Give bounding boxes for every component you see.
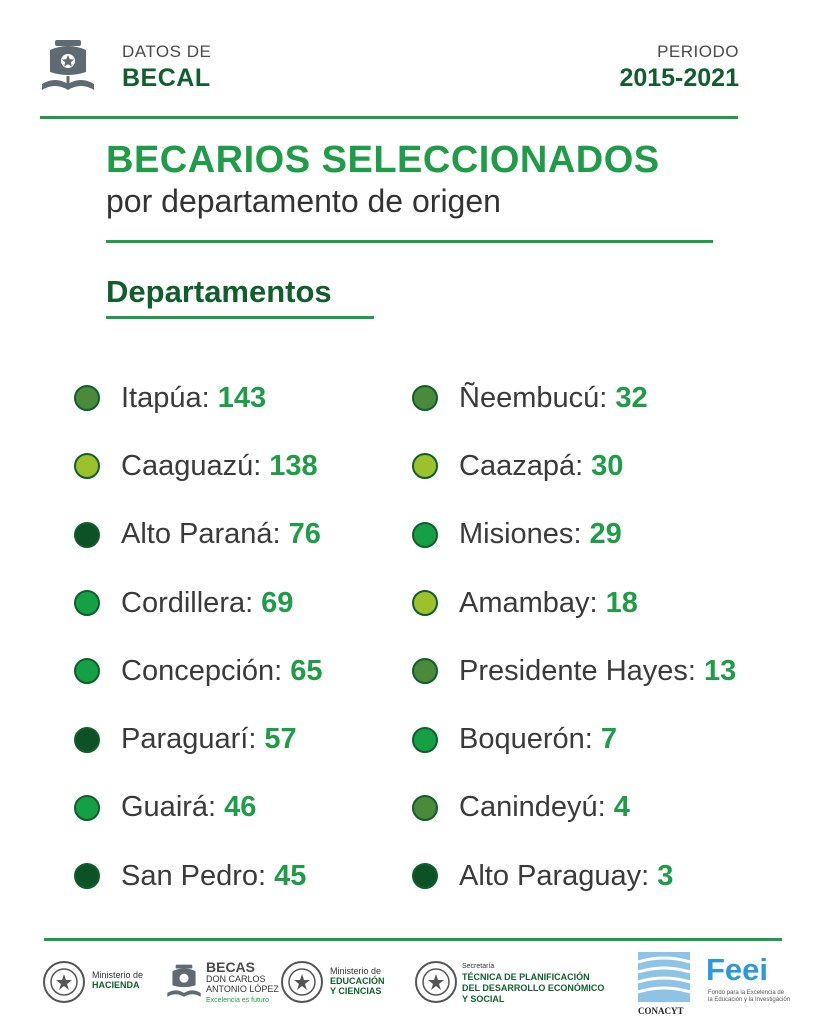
list-item: Presidente Hayes : 13 <box>412 637 736 705</box>
departamentos-list-right <box>412 364 736 910</box>
list-item: Misiones : 29 <box>412 501 736 569</box>
item-name: San Pedro <box>121 859 259 892</box>
national-seal-icon <box>414 960 458 1004</box>
item-value: 13 <box>703 654 737 687</box>
list-item: Guairá : 46 <box>74 774 322 842</box>
item-value: 7 <box>600 723 617 756</box>
list-item: Caaguazú : 138 <box>74 432 322 500</box>
item-value: 45 <box>274 859 307 892</box>
list-item: Paraguarí : 57 <box>74 705 322 773</box>
hacienda-logo-text: Ministerio de HACIENDA <box>92 970 144 990</box>
color-dot-icon <box>74 658 100 684</box>
list-item: Cordillera : 69 <box>74 569 322 637</box>
becas-logo-text: BECAS DON CARLOS ANTONIO LÓPEZ Excelencia es futuro <box>206 959 279 1004</box>
item-name: Boquerón <box>459 723 585 756</box>
item-name: Alto Paraná <box>121 518 273 551</box>
item-name: Misiones <box>459 518 574 551</box>
color-dot-icon <box>74 795 100 821</box>
item-value: 32 <box>615 381 648 414</box>
color-dot-icon <box>412 727 438 753</box>
national-seal-icon <box>42 960 86 1004</box>
item-value: 29 <box>589 518 622 551</box>
item-name: Itapúa <box>121 381 202 414</box>
item-name: Caazapá <box>459 449 576 482</box>
item-name: Concepción <box>121 654 275 687</box>
page-subtitle: por departamento de origen <box>106 183 501 219</box>
mec-logo-text: Ministerio de EDUCACIÓN Y CIENCIAS <box>330 966 385 996</box>
item-value: 138 <box>269 449 318 482</box>
list-item: Alto Paraguay : 3 <box>412 842 736 910</box>
color-dot-icon <box>412 385 438 411</box>
header-divider <box>40 116 738 119</box>
periodo-value: 2015-2021 <box>619 64 739 92</box>
color-dot-icon <box>412 590 438 616</box>
item-value: 3 <box>657 859 674 892</box>
color-dot-icon <box>74 385 100 411</box>
color-dot-icon <box>412 522 438 548</box>
becas-logo-icon <box>166 960 202 1004</box>
color-dot-icon <box>412 795 438 821</box>
item-value: 65 <box>290 654 323 687</box>
item-name: Paraguarí <box>121 723 249 756</box>
list-item: San Pedro : 45 <box>74 842 322 910</box>
item-value: 30 <box>591 449 624 482</box>
stp-logo-text: Secretaría TÉCNICA DE PLANIFICACIÓN DEL DESARROLLO ECONÓMICO Y SOCIAL <box>462 963 605 1004</box>
color-dot-icon <box>412 658 438 684</box>
footer-logos <box>0 950 819 1020</box>
page-title: BECARIOS SELECCIONADOS <box>106 139 660 181</box>
color-dot-icon <box>412 453 438 479</box>
color-dot-icon <box>74 522 100 548</box>
brand-name: BECAL <box>122 64 211 92</box>
list-item: Canindeyú : 4 <box>412 774 736 842</box>
title-divider <box>106 240 713 243</box>
list-item: Itapúa : 143 <box>74 364 322 432</box>
conacyt-label: CONACYT <box>638 1006 684 1016</box>
header <box>0 0 819 120</box>
feei-logo: Feei <box>706 952 769 987</box>
color-dot-icon <box>74 453 100 479</box>
item-name: Canindeyú <box>459 791 598 824</box>
item-value: 46 <box>224 791 257 824</box>
footer-divider <box>44 938 782 941</box>
list-item: Alto Paraná : 76 <box>74 501 322 569</box>
item-name: Presidente Hayes <box>459 654 688 687</box>
color-dot-icon <box>74 727 100 753</box>
color-dot-icon <box>74 863 100 889</box>
item-value: 18 <box>605 586 638 619</box>
item-value: 76 <box>288 518 321 551</box>
feei-logo-text: Fondo para la Excelencia de la Educación y la Investigación <box>708 990 791 1003</box>
item-value: 57 <box>264 723 297 756</box>
item-name: Amambay <box>459 586 590 619</box>
datos-label: DATOS DE <box>122 42 212 61</box>
becal-logo-icon <box>40 38 96 96</box>
list-item: Boquerón : 7 <box>412 705 736 773</box>
item-value: 143 <box>217 381 267 414</box>
list-item: Concepción : 65 <box>74 637 322 705</box>
national-seal-icon <box>280 960 324 1004</box>
item-name: Guairá <box>121 791 209 824</box>
departamentos-list-left <box>74 364 322 910</box>
conacyt-logo-icon <box>638 952 690 1002</box>
item-name: Caaguazú <box>121 449 254 482</box>
list-item: Ñeembucú : 32 <box>412 364 736 432</box>
item-name: Alto Paraguay <box>459 859 642 892</box>
item-name: Ñeembucú <box>459 381 600 414</box>
color-dot-icon <box>74 590 100 616</box>
item-name: Cordillera <box>121 586 246 619</box>
list-item: Caazapá : 30 <box>412 432 736 500</box>
list-item: Amambay : 18 <box>412 569 736 637</box>
item-value: 69 <box>261 586 294 619</box>
section-title: Departamentos <box>106 274 332 309</box>
item-value: 4 <box>613 791 630 824</box>
periodo-label: PERIODO <box>657 42 739 61</box>
color-dot-icon <box>412 863 438 889</box>
section-underline <box>106 316 374 319</box>
